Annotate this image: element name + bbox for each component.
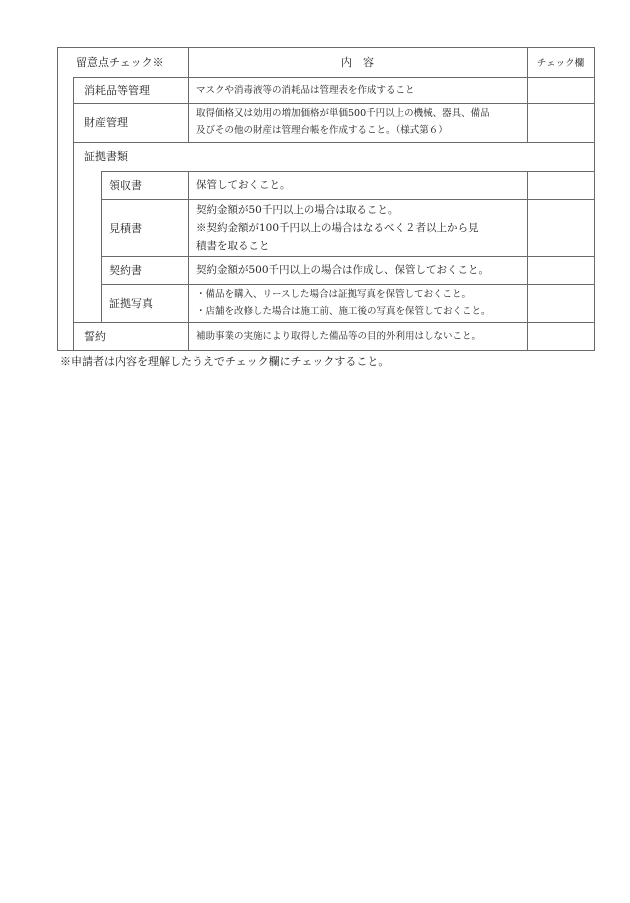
row-divider	[101, 199, 595, 200]
column-divider-label	[188, 171, 189, 350]
row-content: 補助事業の実施により取得した備品等の目的外利用はしないこと。	[196, 331, 482, 342]
indent-line-1	[73, 77, 74, 350]
row-divider	[101, 284, 595, 285]
check-cell-estimate[interactable]	[528, 200, 594, 256]
header-point: 留意点チェック※	[76, 56, 164, 69]
row-label-receipt: 領収書	[109, 179, 142, 192]
row-content: 保管しておくこと。	[196, 179, 291, 191]
row-content: ※契約金額が100千円以上の場合はなるべく２者以上から見	[196, 222, 479, 234]
header-content: 内 容	[341, 56, 374, 69]
row-content: ・備品を購入、リースした場合は証拠写真を保管しておくこと。	[196, 289, 472, 300]
check-cell-consumables[interactable]	[528, 78, 594, 103]
footnote: ※申請者は内容を理解したうえでチェック欄にチェックすること。	[60, 355, 390, 368]
row-content: 契約金額が500千円以上の場合は作成し、保管しておくこと。	[196, 264, 490, 276]
row-content: 契約金額が50千円以上の場合は取ること。	[196, 204, 399, 216]
table-border-bottom	[57, 350, 595, 351]
row-content: 積書を取ること	[196, 240, 270, 252]
row-label-evidence-documents: 証拠書類	[84, 150, 128, 163]
row-label-estimate: 見積書	[109, 222, 142, 235]
row-label-consumables: 消耗品等管理	[84, 84, 150, 97]
row-divider	[101, 256, 595, 257]
row-content: 取得価格又は効用の増加価格が単価500千円以上の機械、器具、備品	[196, 108, 490, 119]
check-cell-evidence-photo[interactable]	[528, 285, 594, 322]
check-cell-receipt[interactable]	[528, 172, 594, 199]
check-cell-property[interactable]	[528, 104, 594, 142]
row-divider	[73, 103, 595, 104]
row-divider	[101, 171, 595, 172]
table-border-left	[57, 47, 58, 351]
row-label-evidence-photo: 証拠写真	[109, 297, 153, 310]
indent-line-2	[101, 171, 102, 322]
check-cell-contract[interactable]	[528, 257, 594, 284]
row-content: 及びその他の財産は管理台帳を作成すること。（様式第６）	[196, 125, 448, 136]
table-border-right	[594, 47, 595, 351]
row-content: マスクや消毒液等の消耗品は管理表を作成すること	[196, 85, 415, 96]
row-divider	[73, 322, 595, 323]
table-border-top	[57, 47, 595, 48]
row-content: ・店舗を改修した場合は施工前、施工後の写真を保管しておくこと。	[196, 306, 491, 317]
row-divider	[73, 142, 595, 143]
header-check: チェック欄	[536, 58, 585, 69]
header-divider	[73, 77, 595, 78]
row-label-contract: 契約書	[109, 264, 142, 277]
row-label-pledge: 誓約	[84, 330, 106, 343]
row-label-property: 財産管理	[84, 116, 128, 129]
check-cell-pledge[interactable]	[528, 323, 594, 350]
